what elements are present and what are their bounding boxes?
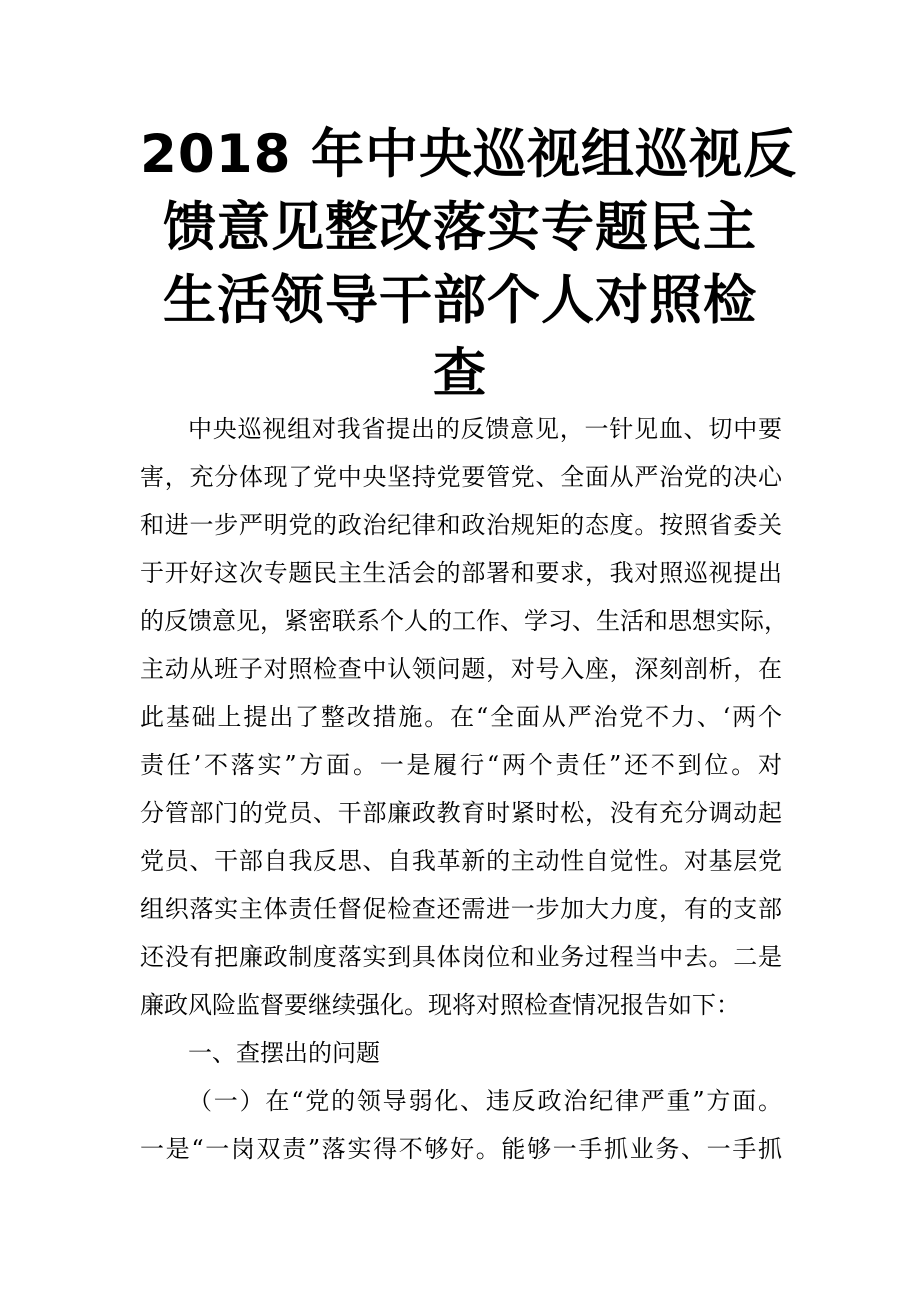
paragraph-line: 党员、干部自我反思、自我革新的主动性自觉性。对基层党 [140,847,782,875]
paragraph-first-line: 中央巡视组对我省提出的反馈意见，一针见血、切中要 [188,415,782,443]
paragraph-line: 分管部门的党员、干部廉政教育时紧时松，没有充分调动起 [140,799,782,827]
subsection-heading-line: （一）在“党的领导弱化、违反政治纪律严重”方面。 [188,1087,782,1115]
paragraph-line: 组织落实主体责任督促检查还需进一步加大力度，有的支部 [140,895,782,923]
title-line: 生活领导干部个人对照检 [163,270,757,331]
paragraph-last-line: 廉政风险监督要继续强化。现将对照检查情况报告如下： [140,991,740,1019]
paragraph-line: 此基础上提出了整改措施。在“全面从严治党不力、‘两个 [140,703,782,731]
paragraph-line: 和进一步严明党的政治纪律和政治规矩的态度。按照省委关 [140,511,782,539]
title-line: 查 [433,343,487,404]
paragraph-line: 还没有把廉政制度落实到具体岗位和业务过程当中去。二是 [140,943,782,971]
section-heading: 一、查摆出的问题 [188,1039,380,1067]
paragraph-line: 责任’不落实”方面。一是履行“两个责任”还不到位。对 [140,751,782,779]
document-body [140,405,788,1173]
paragraph-line: 于开好这次专题民主生活会的部署和要求，我对照巡视提出 [140,559,782,587]
paragraph-line: 的反馈意见，紧密联系个人的工作、学习、生活和思想实际， [140,607,788,635]
title-line: 馈意见整改落实专题民主 [163,197,757,258]
paragraph-line: 一是“一岗双责”落实得不够好。能够一手抓业务、一手抓 [140,1135,782,1163]
paragraph-line: 主动从班子对照检查中认领问题，对号入座，深刻剖析，在 [140,655,782,683]
title-line: 2018 年中央巡视组巡视反 [140,124,797,185]
document-title [140,118,797,410]
paragraph-line: 害，充分体现了党中央坚持党要管党、全面从严治党的决心 [140,463,782,491]
